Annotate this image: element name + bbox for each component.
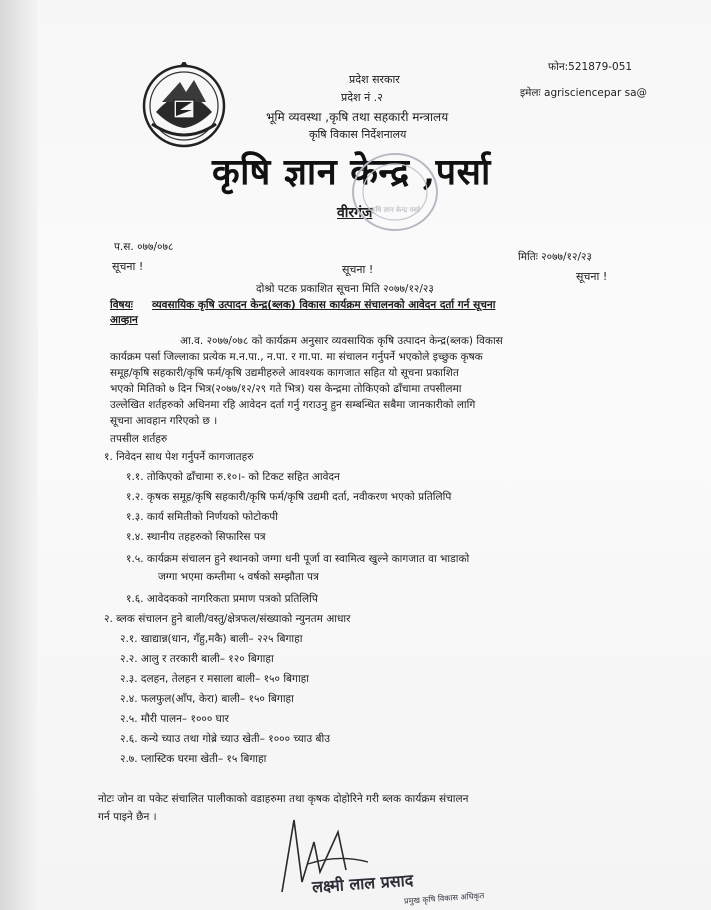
section-1-title: १. निवेदन साथ पेश गर्नुपर्ने कागजातहरु xyxy=(104,451,254,463)
notice-label-right: सूचना ! xyxy=(576,270,608,283)
conditions-title: तपसील शर्तहरु xyxy=(110,433,168,445)
header-ministry: भूमि व्यवस्था ,कृषि तथा सहकारी मन्त्रालय xyxy=(266,110,449,124)
subject-line-2: आव्हान xyxy=(110,314,138,326)
section-1-item: १.६. आवेदकको नागरिकता प्रमाण पत्रको प्रतिलिपि xyxy=(126,593,318,605)
subject-line-1: व्यवसायिक कृषि उत्पादन केन्द्र(ब्लक) विकास कार्यक्रम संचालनको आवेदन दर्ता गर्न सूचना xyxy=(152,299,496,311)
signature-title: प्रमुख कृषि विकास अधिकृत xyxy=(403,891,485,906)
notice-label-center: सूचना ! xyxy=(342,263,374,276)
section-2-item: २.५. मौरी पालन– १००० घार xyxy=(120,713,229,725)
section-2-item: २.२. आलु र तरकारी बाली– १२० बिगाहा xyxy=(120,653,274,665)
subject-label xyxy=(110,298,133,312)
section-2-item: २.७. प्लास्टिक घरमा खेती– १५ बिगाहा xyxy=(120,753,267,765)
header-province-number: प्रदेश नं .२ xyxy=(341,91,383,104)
note-line-2: गर्न पाइने छैन । xyxy=(98,811,157,823)
section-2-item: २.४. फलफुल(आँप, केरा) बाली– १५० बिगाहा xyxy=(120,693,294,705)
section-1-item: १.१. तोकिएको ढाँचामा रु.१०।- को टिकट सहित आवेदन xyxy=(126,471,340,483)
header-directorate: कृषि विकास निर्देशनालय xyxy=(309,128,407,141)
section-1-item: १.५. कार्यक्रम संचालन हुने स्थानको जग्गा धनी पूर्जा वा स्वामित्व खुल्ने कागजात वा भाडाको xyxy=(126,553,470,565)
phone-number: फोन:521879-051 xyxy=(548,61,633,73)
section-2-title: २. ब्लक संचालन हुने बाली/वस्तु/क्षेत्रफल/संख्याको न्युनतम आधार xyxy=(104,613,351,625)
second-publication-line: दोश्रो पटक प्रकाशित सूचना मिति २०७७/१२/२३ xyxy=(256,283,434,295)
note-line-1: नोटः जोन वा पकेट संचालित पालीकाको वडाहरुमा तथा कृषक दोहोरिने गरी ब्लक कार्यक्रम संचालन xyxy=(98,793,469,805)
section-2-item: २.१. खाद्यान्न(धान, गँहु,मकै) बाली– २२५ बिगाहा xyxy=(120,633,303,645)
notice-label-left: सूचना ! xyxy=(112,260,144,273)
paragraph-line: कार्यक्रम पर्सा जिल्लाका प्रत्येक म.न.पा., न.पा. र गा.पा. मा संचालन गर्नुपर्ने भएकोले इच्छुक कृषक xyxy=(110,351,483,363)
email-address: इमेलः agrisciencepar sa@ xyxy=(520,87,648,99)
office-stamp xyxy=(350,150,440,234)
paragraph-line: आ.व. २०७७/०७८ को कार्यक्रम अनुसार व्यवसायिक कृषि उत्पादन केन्द्र(ब्लक) विकास xyxy=(180,335,503,347)
paragraph-line: समूह/कृषि सहकारी/कृषि फर्म/कृषि उद्यमीहरुले आवश्यक कागजात सहित यो सूचना प्रकाशित xyxy=(110,367,459,379)
nepal-emblem-logo xyxy=(140,62,228,150)
subject-label-text: विषयः xyxy=(110,299,133,311)
office-city: वीरगंज xyxy=(337,205,373,221)
paragraph-line: सूचना आवहान गरिएको छ । xyxy=(110,415,218,427)
paragraph-line: भएको मितिको ७ दिन भित्र(२०७७/१२/२९ गते भित्र) यस केन्द्रमा तोकिएको ढाँचामा तपसीलमा xyxy=(110,383,462,395)
office-title: कृषि ज्ञान केन्द्र ,पर्सा xyxy=(212,151,491,193)
section-2-item: २.३. दलहन, तेलहन र मसाला बाली– १५० बिगाहा xyxy=(120,673,309,685)
section-1-item: १.२. कृषक समूह/कृषि सहकारी/कृषि फर्म/कृषि उद्यमी दर्ता, नवीकरण भएको प्रतिलिपि xyxy=(126,491,452,503)
section-1-item: १.४. स्थानीय तहहरुको सिफारिस पत्र xyxy=(126,531,266,543)
stamp-text: कृषि ज्ञान केन्द्र पर्सा xyxy=(370,206,420,214)
notice-date: मितिः २०७७/१२/२३ xyxy=(518,251,592,263)
page-edge-shadow xyxy=(0,0,38,910)
section-1-item: १.३. कार्य समितीको निर्णयको फोटोकपी xyxy=(126,511,278,523)
paragraph-line: उल्लेखित शर्तहरुको अधिनमा रहि आवेदन दर्ता गर्नु गराउनु हुन सम्बन्धित सबैमा जानकारीको लागि xyxy=(110,399,476,411)
section-2-item: २.६. कन्ये च्याउ तथा गोब्रे च्याउ खेती– १००० च्याउ बीउ xyxy=(120,733,330,745)
section-1-item-continued: जग्गा भएमा कम्तीमा ५ वर्षको सम्झौता पत्र xyxy=(158,571,319,583)
reference-number: प.स. ०७७/०७८ xyxy=(114,241,174,253)
header-province-government: प्रदेश सरकार xyxy=(349,73,400,86)
signature-name: लक्ष्मी लाल प्रसाद xyxy=(311,870,414,897)
